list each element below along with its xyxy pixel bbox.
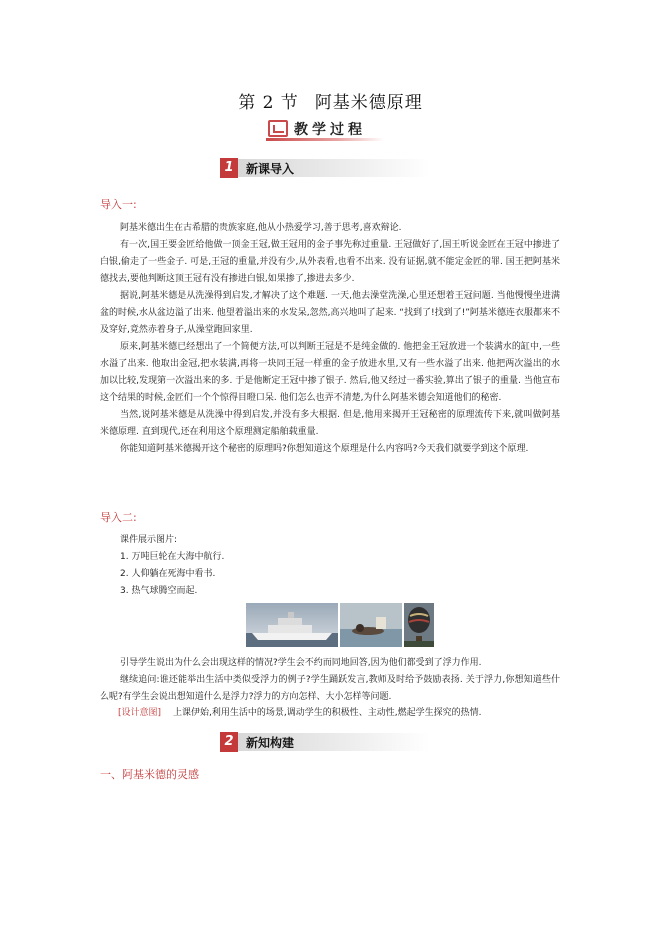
section-name: 阿基米德原理 [314, 93, 423, 113]
paragraph: 引导学生说出为什么会出现这样的情况?学生会不约而同地回答,因为他们都受到了浮力作用. [120, 658, 482, 668]
balloon-image [404, 603, 434, 647]
page-title [0, 88, 661, 113]
header-underline [266, 138, 384, 141]
section-banner-new-lesson [220, 158, 430, 178]
paragraph: 你能知道阿基米德揭开这个秘密的原理吗?你想知道这个原理是什么内容吗?今天我们就要学到这个原理. [120, 444, 529, 454]
intro2-list [120, 532, 224, 600]
intro2-body [100, 655, 560, 706]
section-number-badge: 2 [220, 732, 238, 752]
section-banner-new-knowledge [220, 732, 430, 752]
subsection-heading: 一、阿基米德的灵感 [100, 768, 199, 781]
section-banner-label: 新知构建 [246, 736, 295, 750]
paragraph: 据说,阿基米德是从洗澡得到启发,才解决了这个难题. 一天,他去澡堂洗澡,心里还想着王冠问题. 当他慢慢坐进满盆的时候,水从盆边溢了出来. 他望着溢出来的水发呆,忽然,高兴地叫了起来. “找到了!找到了!”阿基米德连衣服都来不及穿好,竟然赤着身子,从澡堂跑回家里. [100, 291, 560, 335]
intro1-label: 导入一: [100, 198, 137, 211]
section-number-badge: 1 [220, 158, 238, 178]
monitor-icon [268, 120, 288, 137]
list-item: 3. 热气球腾空而起. [120, 586, 198, 596]
design-intent [118, 705, 481, 718]
intro1-body [100, 220, 560, 458]
paragraph: 当然,说阿基米德是从洗澡中得到启发,并没有多大根据. 但是,他用来揭开王冠秘密的原理流传下来,就叫做阿基米德原理. 直到现代,还在利用这个原理测定船舶载重量. [100, 410, 560, 437]
list-item: 2. 人仰躺在死海中看书. [120, 569, 216, 579]
design-intent-tag: [设计意图] [118, 708, 162, 718]
caption: 课件展示图片: [120, 535, 178, 545]
list-item: 1. 万吨巨轮在大海中航行. [120, 552, 225, 562]
paragraph: 有一次,国王要金匠给他做一顶金王冠,做王冠用的金子事先称过重量. 王冠做好了,国王听说金匠在王冠中掺进了白银,偷走了一些金子. 可是,王冠的重量,并没有少,从外表看,也看不出来. 没有证据,就不能定金匠的罪. 国王把阿基米德找去,要他判断这顶王冠有没有掺进白银,如果掺了,掺进去多少. [100, 240, 560, 284]
teaching-process-label: 教学过程 [294, 122, 366, 138]
paragraph: 阿基米德出生在古希腊的贵族家庭,他从小热爱学习,善于思考,喜欢辩论. [120, 223, 402, 233]
paragraph: 原来,阿基米德已经想出了一个简便方法,可以判断王冠是不是纯金做的. 他把金王冠放进一个装满水的缸中,一些水溢了出来. 他取出金冠,把水装满,再将一块同王冠一样重的金子放进水里,又有一些水溢了出来. 他把两次溢出的水加以比较,发现第一次溢出来的多. 于是他断定王冠中掺了银子. 然后,他又经过一番实验,算出了银子的重量. 当他宣布这个结果的时候,金匠们一个个惊得目瞪口呆. 他们怎么也弄不清楚,为什么阿基米德会知道他们的秘密. [100, 342, 560, 403]
paragraph: 继续追问:谁还能举出生活中类似受浮力的例子?学生踊跃发言,教师及时给予鼓励表扬. 关于浮力,你想知道些什么呢?有学生会说出想知道什么是浮力?浮力的方向怎样、大小怎样等问题. [100, 675, 560, 702]
ship-image [246, 603, 338, 647]
design-intent-text: 上课伊始,利用生活中的场景,调动学生的积极性、主动性,燃起学生探究的热情. [173, 708, 482, 718]
section-banner-label: 新课导入 [246, 162, 295, 176]
dead-sea-image [340, 603, 402, 647]
intro2-label: 导入二: [100, 511, 137, 524]
teaching-process-header [266, 118, 384, 140]
section-number: 第 2 节 [238, 93, 299, 113]
